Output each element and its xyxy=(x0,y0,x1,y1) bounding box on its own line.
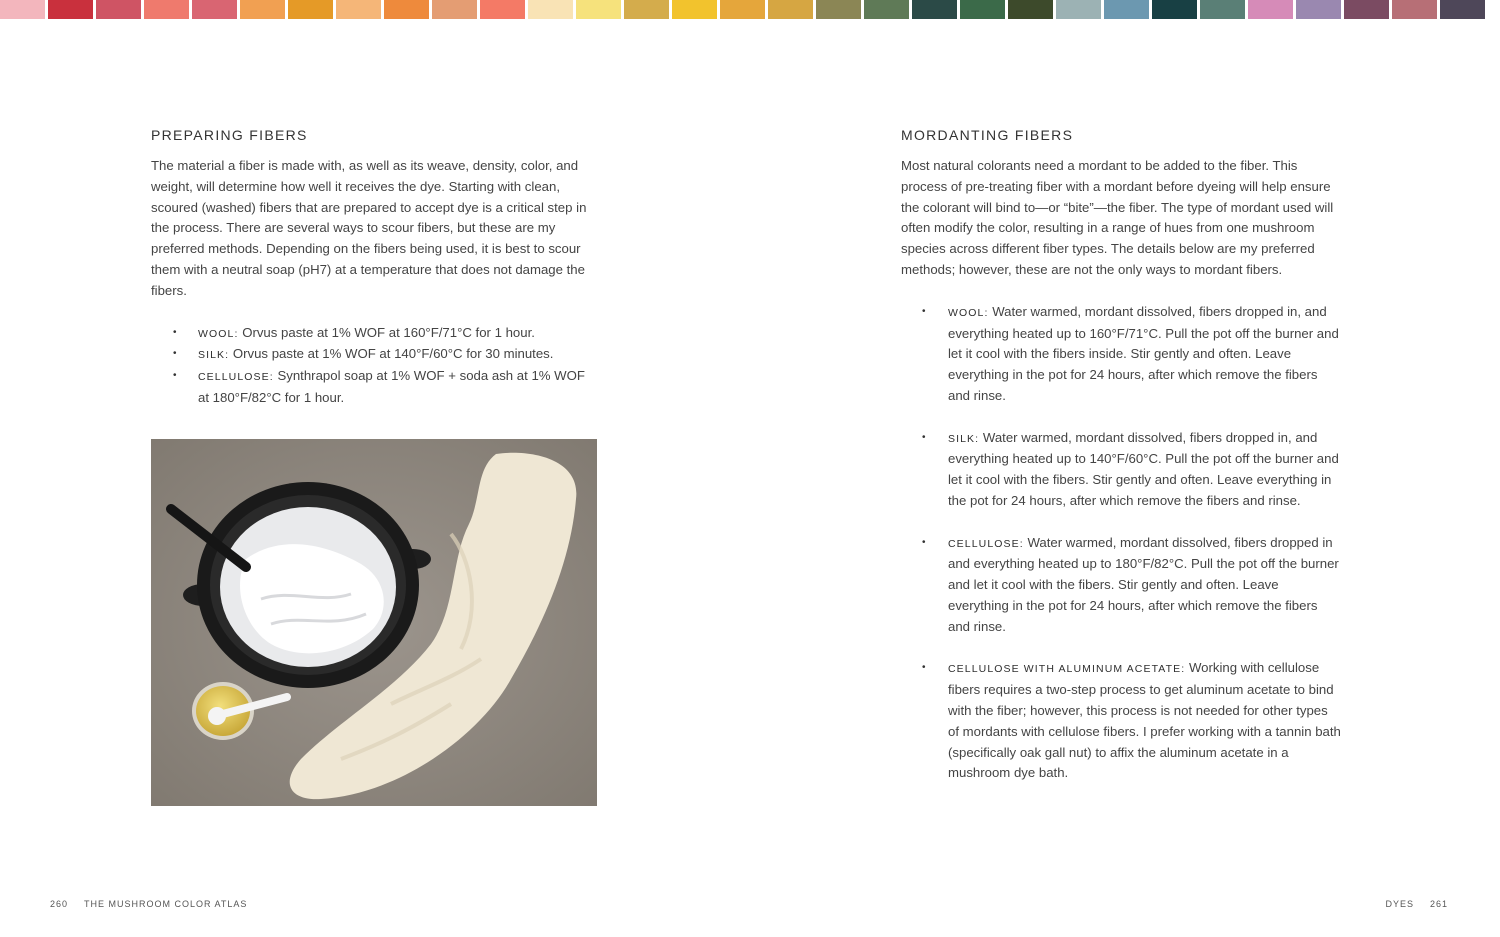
color-swatch xyxy=(480,0,525,19)
method-text: Water warmed, mordant dissolved, fibers dropped in, and everything heated up to 140°F/60°C. Pull the pot off the burner and let it cool with the fibers. Stir gently and often. Leave everything in the pot for 24 hours, after which remove the fibers and rinse. xyxy=(948,429,1339,508)
preparing-fibers-heading: PREPARING FIBERS xyxy=(151,127,308,143)
page-number: 260 xyxy=(50,899,69,909)
color-swatch-strip xyxy=(0,0,1500,19)
mordanting-fibers-paragraph: Most natural colorants need a mordant to be added to the fiber. This process of pre-treating fiber with a mordant before dyeing will help ensure the colorant will bind to—or “bite”—the fiber. The type of mordant used will often modify the color, resulting in a range of hues from one mushroom species across different fiber types. The details below are my preferred methods; however, these are not the only ways to mordant fibers. xyxy=(901,158,1334,277)
color-swatch xyxy=(192,0,237,19)
color-swatch xyxy=(1200,0,1245,19)
preparing-fibers-paragraph: The material a fiber is made with, as well as its weave, density, color, and weight, will determine how well it receives the dye. Starting with clean, scoured (washed) fibers that are prepared to accept dye is a critical step in the process. There are several ways to scour fibers, but these are my preferred methods. Depending on the fibers being used, it is best to scour them with a neutral soap (pH7) at a temperature that does not damage the fibers. xyxy=(151,158,587,298)
bullet-icon: • xyxy=(922,431,926,443)
color-swatch xyxy=(624,0,669,19)
color-swatch xyxy=(528,0,573,19)
color-swatch xyxy=(1296,0,1341,19)
color-swatch xyxy=(288,0,333,19)
page-number: 261 xyxy=(1429,899,1448,909)
color-swatch xyxy=(144,0,189,19)
method-text: Working with cellulose fibers requires a two-step process to get aluminum acetate to bind with the fiber; however, this process is not needed for other types of mordants with cellulose fibers. I prefer working with a tannin bath (specifically oak gall nut) to affix the aluminum acetate in a mushroom dye bath. xyxy=(948,660,1341,781)
preparing-fibers-section xyxy=(151,126,599,409)
color-swatch xyxy=(816,0,861,19)
color-swatch xyxy=(768,0,813,19)
left-page-footer xyxy=(50,899,247,909)
color-swatch xyxy=(720,0,765,19)
color-swatch xyxy=(672,0,717,19)
book-title: THE MUSHROOM COLOR ATLAS xyxy=(84,899,248,909)
fiber-label: WOOL: xyxy=(948,306,989,319)
list-item xyxy=(151,366,599,409)
fiber-label: SILK: xyxy=(198,349,230,362)
list-item xyxy=(901,428,1341,512)
color-swatch xyxy=(1440,0,1485,19)
color-swatch xyxy=(336,0,381,19)
color-swatch xyxy=(576,0,621,19)
photo-illustration xyxy=(151,439,597,806)
scouring-pot-photo xyxy=(151,439,597,806)
color-swatch xyxy=(1008,0,1053,19)
color-swatch xyxy=(240,0,285,19)
bullet-icon: • xyxy=(922,305,926,317)
bullet-icon: • xyxy=(173,348,177,360)
list-item xyxy=(901,533,1341,638)
bullet-icon: • xyxy=(173,370,177,382)
bullet-icon: • xyxy=(922,662,926,674)
color-swatch xyxy=(96,0,141,19)
color-swatch xyxy=(0,0,45,19)
list-item xyxy=(151,323,599,345)
color-swatch xyxy=(48,0,93,19)
mordant-methods-list xyxy=(901,302,1341,784)
method-text: Water warmed, mordant dissolved, fibers dropped in, and everything heated up to 160°F/71°C. Pull the pot off the burner and let it cool with the fibers inside. Stir gently and often. Leave everything in the pot for 24 hours, after which remove the fibers and rinse. xyxy=(948,303,1339,403)
fiber-label: SILK: xyxy=(948,432,980,445)
list-item xyxy=(901,658,1341,784)
color-swatch xyxy=(864,0,909,19)
method-text: Orvus paste at 1% WOF at 140°F/60°C for 30 minutes. xyxy=(232,346,554,362)
list-item xyxy=(151,344,599,366)
color-swatch xyxy=(432,0,477,19)
color-swatch xyxy=(1104,0,1149,19)
method-text: Orvus paste at 1% WOF at 160°F/71°C for 1 hour. xyxy=(242,324,535,340)
color-swatch xyxy=(1392,0,1437,19)
color-swatch xyxy=(1152,0,1197,19)
list-item xyxy=(901,302,1341,407)
scouring-methods-list xyxy=(151,323,599,409)
method-text: Water warmed, mordant dissolved, fibers dropped in and everything heated up to 180°F/82°C. Pull the pot off the burner and let it cool with the fibers. Stir gently and often. Leave everything in the pot for 24 hours, after which remove the fibers and rinse. xyxy=(948,534,1339,634)
mordanting-fibers-heading: MORDANTING FIBERS xyxy=(901,127,1074,143)
color-swatch xyxy=(960,0,1005,19)
color-swatch xyxy=(384,0,429,19)
bullet-icon: • xyxy=(922,536,926,548)
bullet-icon: • xyxy=(173,326,177,338)
mordanting-fibers-section xyxy=(901,126,1341,805)
color-swatch xyxy=(1056,0,1101,19)
method-text: Synthrapol soap at 1% WOF + soda ash at 1% WOF at 180°F/82°C for 1 hour. xyxy=(198,368,585,405)
chapter-title: DYES xyxy=(1385,899,1414,909)
fiber-label: CELLULOSE WITH ALUMINUM ACETATE: xyxy=(948,663,1186,676)
color-swatch xyxy=(1248,0,1293,19)
right-page-footer xyxy=(1385,899,1448,909)
color-swatch xyxy=(1344,0,1389,19)
fiber-label: CELLULOSE: xyxy=(198,371,274,384)
fiber-label: WOOL: xyxy=(198,327,239,340)
fiber-label: CELLULOSE: xyxy=(948,537,1024,550)
color-swatch xyxy=(912,0,957,19)
